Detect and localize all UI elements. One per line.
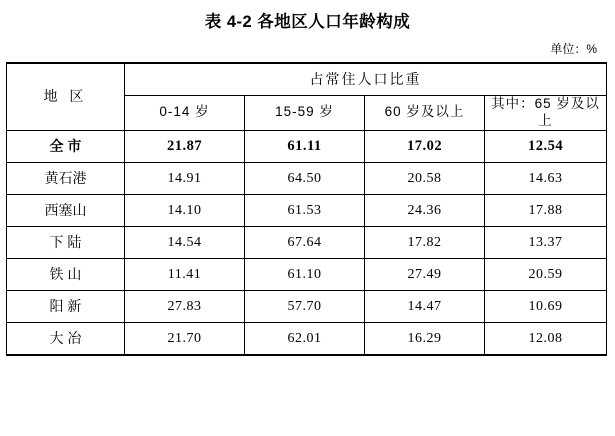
header-region-label: 地 区 (7, 63, 125, 130)
table-header-row-top (7, 63, 607, 96)
cell-value: 21.70 (125, 322, 245, 355)
cell-value: 57.70 (245, 290, 365, 322)
table-row (7, 130, 607, 162)
header-col-65-plus: 其中：65 岁及以上 (485, 96, 607, 131)
table-row (7, 194, 607, 226)
table-row (7, 162, 607, 194)
cell-value: 17.88 (485, 194, 607, 226)
cell-value: 27.83 (125, 290, 245, 322)
row-label: 下 陆 (7, 226, 125, 258)
cell-value: 61.10 (245, 258, 365, 290)
cell-value: 67.64 (245, 226, 365, 258)
cell-value: 12.54 (485, 130, 607, 162)
cell-value: 14.63 (485, 162, 607, 194)
row-label: 全 市 (7, 130, 125, 162)
header-col-0-14: 0-14 岁 (125, 96, 245, 131)
cell-value: 17.02 (365, 130, 485, 162)
page-title: 表 4-2 各地区人口年龄构成 (204, 13, 411, 31)
cell-value: 16.29 (365, 322, 485, 355)
cell-value: 14.10 (125, 194, 245, 226)
row-label: 西塞山 (7, 194, 125, 226)
row-label: 大 冶 (7, 322, 125, 355)
cell-value: 64.50 (245, 162, 365, 194)
row-label: 铁 山 (7, 258, 125, 290)
cell-value: 17.82 (365, 226, 485, 258)
cell-value: 10.69 (485, 290, 607, 322)
cell-value: 14.47 (365, 290, 485, 322)
cell-value: 24.36 (365, 194, 485, 226)
cell-value: 61.11 (245, 130, 365, 162)
header-col-15-59: 15-59 岁 (245, 96, 365, 131)
cell-value: 11.41 (125, 258, 245, 290)
header-col-60-plus: 60 岁及以上 (365, 96, 485, 131)
header-group-label: 占常住人口比重 (125, 63, 607, 96)
cell-value: 12.08 (485, 322, 607, 355)
table-row (7, 226, 607, 258)
table-row (7, 258, 607, 290)
cell-value: 14.54 (125, 226, 245, 258)
unit-note: 单位：% (550, 42, 597, 56)
cell-value: 20.58 (365, 162, 485, 194)
cell-value: 62.01 (245, 322, 365, 355)
cell-value: 13.37 (485, 226, 607, 258)
population-age-composition-table (6, 62, 607, 356)
table-row (7, 322, 607, 355)
table-row (7, 290, 607, 322)
cell-value: 61.53 (245, 194, 365, 226)
row-label: 黄石港 (7, 162, 125, 194)
cell-value: 27.49 (365, 258, 485, 290)
cell-value: 14.91 (125, 162, 245, 194)
cell-value: 21.87 (125, 130, 245, 162)
cell-value: 20.59 (485, 258, 607, 290)
row-label: 阳 新 (7, 290, 125, 322)
